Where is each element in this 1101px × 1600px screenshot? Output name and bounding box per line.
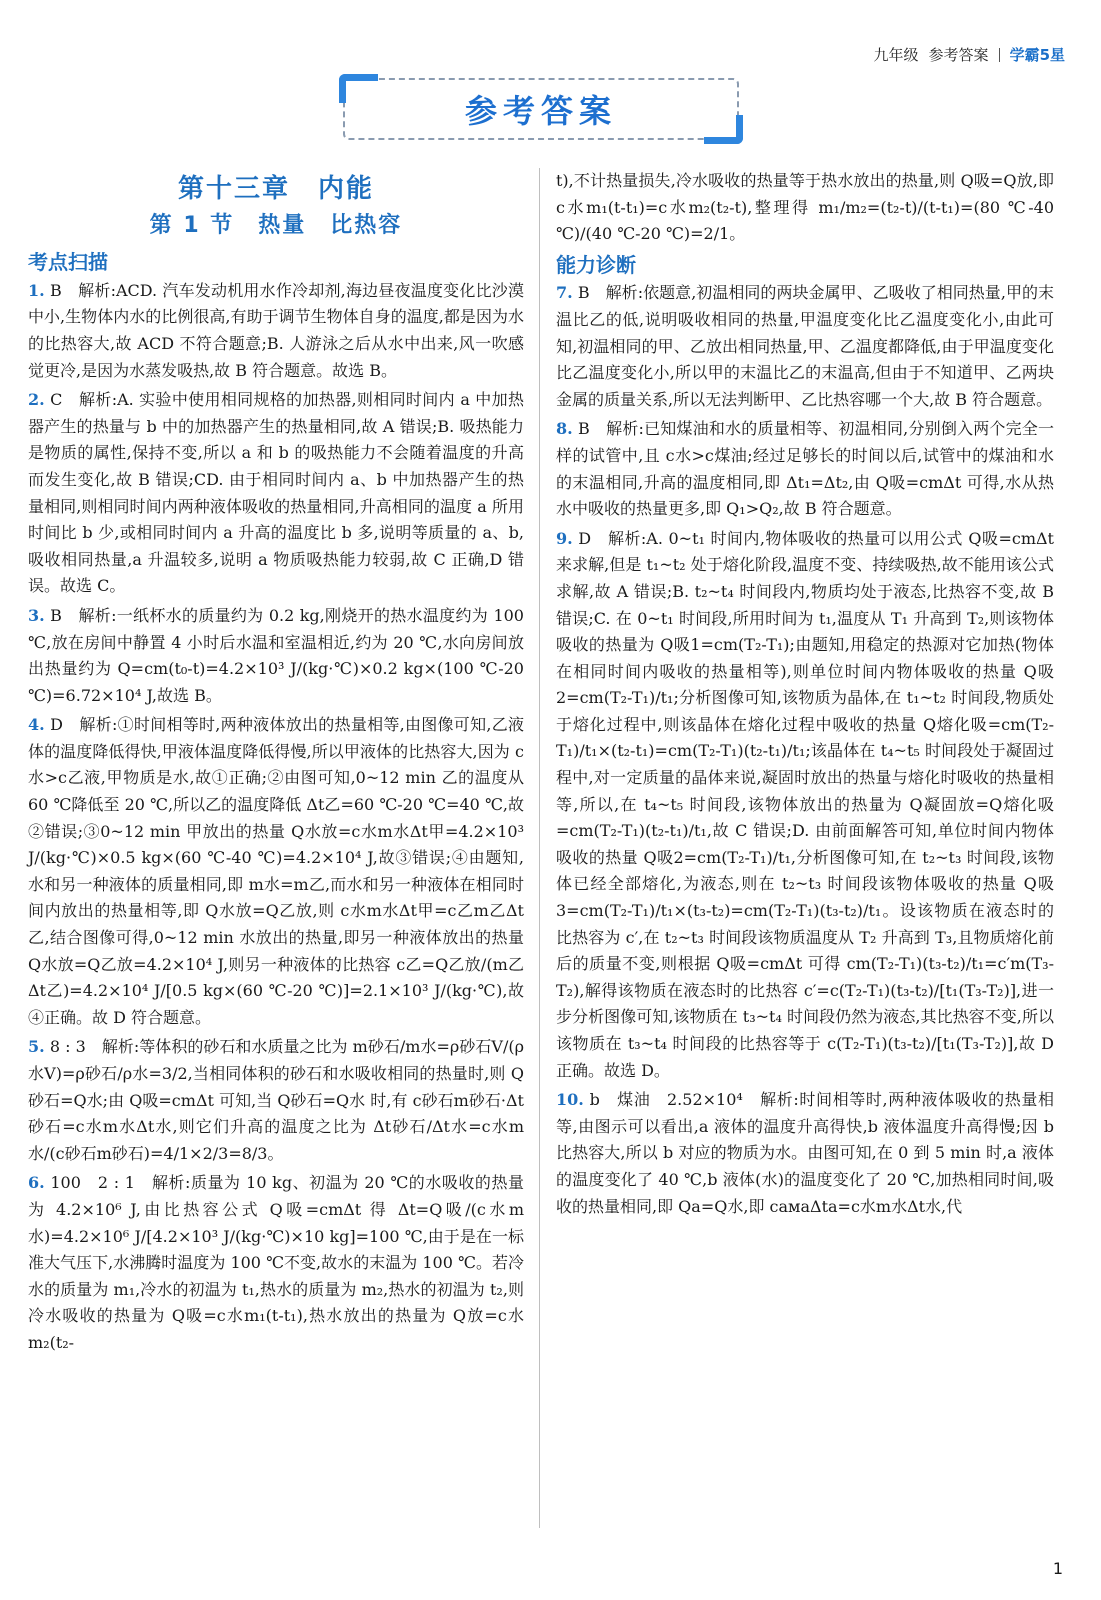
page-title-banner: [343, 78, 739, 140]
page-number: 1: [1052, 1559, 1063, 1578]
answer-number: 4.: [28, 715, 45, 735]
answer-text: b 煤油 2.52×10⁴ 解析:时间相等时,两种液体吸收的热量相等,由图示可以看出,a 液体的温度升高得快,b 液体温度升高得慢;因 b 比热容大,所以 b 对应的物质为水。由图可知,在 0 到 5 min 时,a 液体的温度变化了 40 ℃,b 液体(水)的温度变化了 20 ℃,加热相同时间,吸收的热量相同,即 Qa=Q水,即 caмaΔta=c水m水Δt水,代: [556, 1090, 1054, 1216]
answer-number: 3.: [28, 605, 45, 625]
answer-item: [556, 1087, 1054, 1220]
answer-item: [556, 416, 1054, 522]
answer-number: 2.: [28, 390, 45, 410]
answer-item: [556, 526, 1054, 1084]
answer-item: [556, 280, 1054, 413]
brand-logo: 学霸5星: [1009, 46, 1065, 64]
continued-text: t),不计热量损失,冷水吸收的热量等于热水放出的热量,则 Q吸=Q放,即 c水m₁(t-t₁)=c水m₂(t₂-t),整理得 m₁/m₂=(t₂-t)/(t-t₁)=(80 ℃-40 ℃)/(40 ℃-20 ℃)=2/1。: [556, 171, 1054, 244]
right-answer-list: [556, 280, 1054, 1220]
answer-number: 1.: [28, 280, 45, 300]
page-title: 参考答案: [464, 92, 617, 130]
top-bar: [874, 44, 1065, 65]
answer-number: 9.: [556, 528, 573, 548]
answer-number: 6.: [28, 1173, 45, 1193]
left-heading: 考点扫描: [28, 250, 108, 275]
answer-text: 100 2 : 1 解析:质量为 10 kg、初温为 20 ℃的水吸收的热量为 4.2×10⁶ J,由比热容公式 Q吸=cmΔt 得 Δt=Q吸/(c水m水)=4.2×10⁶ J/[4.2×10³ J/(kg·℃)×10 kg]=100 ℃,由于是在一标准大气压下,水沸腾时温度为 100 ℃不变,故水的末温为 100 ℃。若冷水的质量为 m₁,冷水的初温为 t₁,热水的质量为 m₂,热水的初温为 t₂,则冷水吸收的热量为 Q吸=c水m₁(t-t₁),热水放出的热量为 Q放=c水m₂(t₂-: [28, 1173, 524, 1352]
answer-number: 10.: [556, 1090, 584, 1110]
answer-label: 参考答案: [928, 46, 989, 64]
answer-text: 8 : 3 解析:等体积的砂石和水质量之比为 m砂石/m水=ρ砂石V/(ρ水V)=ρ砂石/ρ水=3/2,当相同体积的砂石和水吸收相同的热量时,则 Q砂石=Q水;由 Q吸=cmΔt 可知,当 Q砂石=Q水 时,有 c砂石m砂石·Δt砂石=c水m水Δt水,则它们升高的温度之比为 Δt砂石/Δt水=c水m水/(c砂石m砂石)=4/1×2/3=8/3。: [28, 1037, 524, 1163]
left-column: [28, 168, 524, 1360]
answer-text: B 解析:ACD. 汽车发动机用水作冷却剂,海边昼夜温度变化比沙漠中小,生物体内水的比例很高,有助于调节生物体自身的温度,都是因为水的比热容大,故 ACD 不符合题意;B. 人游泳之后从水中出来,风一吹感觉更冷,是因为水蒸发吸热,故 B 符合题意。故选 B。: [28, 280, 524, 380]
answer-item: [28, 603, 524, 709]
chapter-title: 第十三章 内能: [177, 174, 374, 204]
answer-item: [28, 1034, 524, 1167]
answer-item: [28, 278, 524, 384]
answer-text: D 解析:A. 0~t₁ 时间内,物体吸收的热量可以用公式 Q吸=cmΔt 来求解,但是 t₁~t₂ 处于熔化阶段,温度不变、持续吸热,故不能用该公式求解,故 A 错误;B. t₂~t₄ 时间段内,物质均处于液态,比热容不变,故 B 错误;C. 在 0~t₁ 时间段,所用时间为 t₁,温度从 T₁ 升高到 T₂,则该物体吸收的热量为 Q吸1=cm(T₂-T₁);由题知,用稳定的热源对它加热(物体在相同时间内吸收的热量相等),则单位时间内物体吸收的热量 Q吸2=cm(T₂-T₁)/t₁;分析图像可知,该物质为晶体,在 t₁~t₂ 时间段,物质处于熔化过程中,则该晶体在熔化过程中吸收的热量 Q熔化吸=cm(T₂-T₁)/t₁×(t₂-t₁)=cm(T₂-T₁)(t₂-t₁)/t₁;该晶体在 t₄~t₅ 时间段处于凝固过程中,对一定质量的晶体来说,凝固时放出的热量与熔化时吸收的热量相等,所以,在 t₄~t₅ 时间段,该物体放出的热量为 Q凝固放=Q熔化吸=cm(T₂-T₁)(t₂-t₁)/t₁,故 C 错误;D. 由前面解答可知,单位时间内物体吸收的热量 Q吸2=cm(T₂-T₁)/t₁,分析图像可知,在 t₂~t₃ 时间段,该物体已经全部熔化,为液态,则在 t₂~t₃ 时间段该物体吸收的热量 Q吸3=cm(T₂-T₁)/t₁×(t₃-t₂)=cm(T₂-T₁)(t₃-t₂)/t₁。设该物质在液态时的比热容为 c′,在 t₂~t₃ 时间段该物质温度从 T₂ 升高到 T₃,且物质熔化前后的质量不变,则根据 Q吸=cmΔt 可得 cm(T₂-T₁)(t₃-t₂)/t₁=c′m(T₃-T₂),解得该物质在液态时的比热容 c′=c(T₂-T₁)(t₃-t₂)/[t₁(T₃-T₂)],进一步分析图像可知,该物质在 t₃~t₄ 时间段仍然为液态,其比热容不变,所以该物质在 t₃~t₄ 时间段的比热容等于 c(T₂-T₁)(t₃-t₂)/[t₁(T₃-T₂)],故 D 正确。故选 D。: [556, 528, 1054, 1080]
left-answer-list: [28, 278, 524, 1357]
answer-text: B 解析:依题意,初温相同的两块金属甲、乙吸收了相同热量,甲的末温比乙的低,说明吸收相同的热量,甲温度变化比乙温度变化小,由此可知,初温相同的甲、乙放出相同热量,甲、乙温度都降低,由于甲温度变化比乙温度变化小,所以甲的末温比乙的末温高,但由于不知道甲、乙两块金属的质量关系,所以无法判断甲、乙比热容哪一个大,故 B 符合题意。: [556, 283, 1054, 409]
section-title: 第 1 节 热量 比热容: [149, 212, 403, 238]
right-column: [556, 168, 1054, 1223]
divider-bar: [999, 48, 1000, 62]
answer-number: 8.: [556, 419, 573, 439]
answer-item: [28, 387, 524, 600]
grade-label: 九年级: [873, 46, 919, 64]
answer-text: C 解析:A. 实验中使用相同规格的加热器,则相同时间内 a 中加热器产生的热量与 b 中的加热器产生的热量相同,故 A 错误;B. 吸热能力是物质的属性,保持不变,所以 a 和 b 的吸热能力不会随着温度的升高而发生变化,故 B 错误;CD. 由于相同时间内 a、b 中加热器产生的热量相同,则相同时间内两种液体吸收的热量相同,升高相同的温度 a 所用时间比 b 少,或相同时间内 a 升高的温度比 b 多,说明等质量的 a、b,吸收相同热量,a 升温较多,说明 a 物质吸热能力较弱,故 C 正确,D 错误。故选 C。: [28, 390, 524, 596]
answer-text: B 解析:已知煤油和水的质量相等、初温相同,分别倒入两个完全一样的试管中,且 c水>c煤油;经过足够长的时间以后,试管中的煤油和水的末温相同,升高的温度相同,即 Δt₁=Δt₂,由 Q吸=cmΔt 可得,水从热水中吸收的热量更多,即 Q₁>Q₂,故 B 符合题意。: [556, 419, 1054, 519]
right-heading: 能力诊断: [556, 252, 636, 277]
answer-item: [28, 712, 524, 1031]
answer-number: 5.: [28, 1037, 45, 1057]
column-divider: [539, 168, 540, 1528]
answer-number: 7.: [556, 283, 573, 303]
answer-item: [28, 1170, 524, 1356]
answer-text: B 解析:一纸杯水的质量约为 0.2 kg,刚烧开的热水温度约为 100 ℃,放在房间中静置 4 小时后水温和室温相近,约为 20 ℃,水向房间放出热量约为 Q=cm(t₀-t)=4.2×10³ J/(kg·℃)×0.2 kg×(100 ℃-20 ℃)=6.72×10⁴ J,故选 B。: [28, 605, 524, 705]
answer-text: D 解析:①时间相等时,两种液体放出的热量相等,由图像可知,乙液体的温度降低得快,甲液体温度降低得慢,所以甲液体的比热容大,因为 c水>c乙液,甲物质是水,故①正确;②由图可知,0~12 min 乙的温度从 60 ℃降低至 20 ℃,所以乙的温度降低 Δt乙=60 ℃-20 ℃=40 ℃,故②错误;③0~12 min 甲放出的热量 Q水放=c水m水Δt甲=4.2×10³ J/(kg·℃)×0.5 kg×(60 ℃-40 ℃)=4.2×10⁴ J,故③错误;④由题知,水和另一种液体的质量相同,即 m水=m乙,而水和另一种液体在相同时间内放出的热量相等,即 Q水放=Q乙放,则 c水m水Δt甲=c乙m乙Δt乙,结合图像可得,0~12 min 水放出的热量,即另一种液体放出的热量 Q水放=Q乙放=4.2×10⁴ J,则另一种液体的比热容 c乙=Q乙放/(m乙Δt乙)=4.2×10⁴ J/[0.5 kg×(60 ℃-20 ℃)]=2.1×10³ J/(kg·℃),故④正确。故 D 符合题意。: [28, 715, 524, 1027]
